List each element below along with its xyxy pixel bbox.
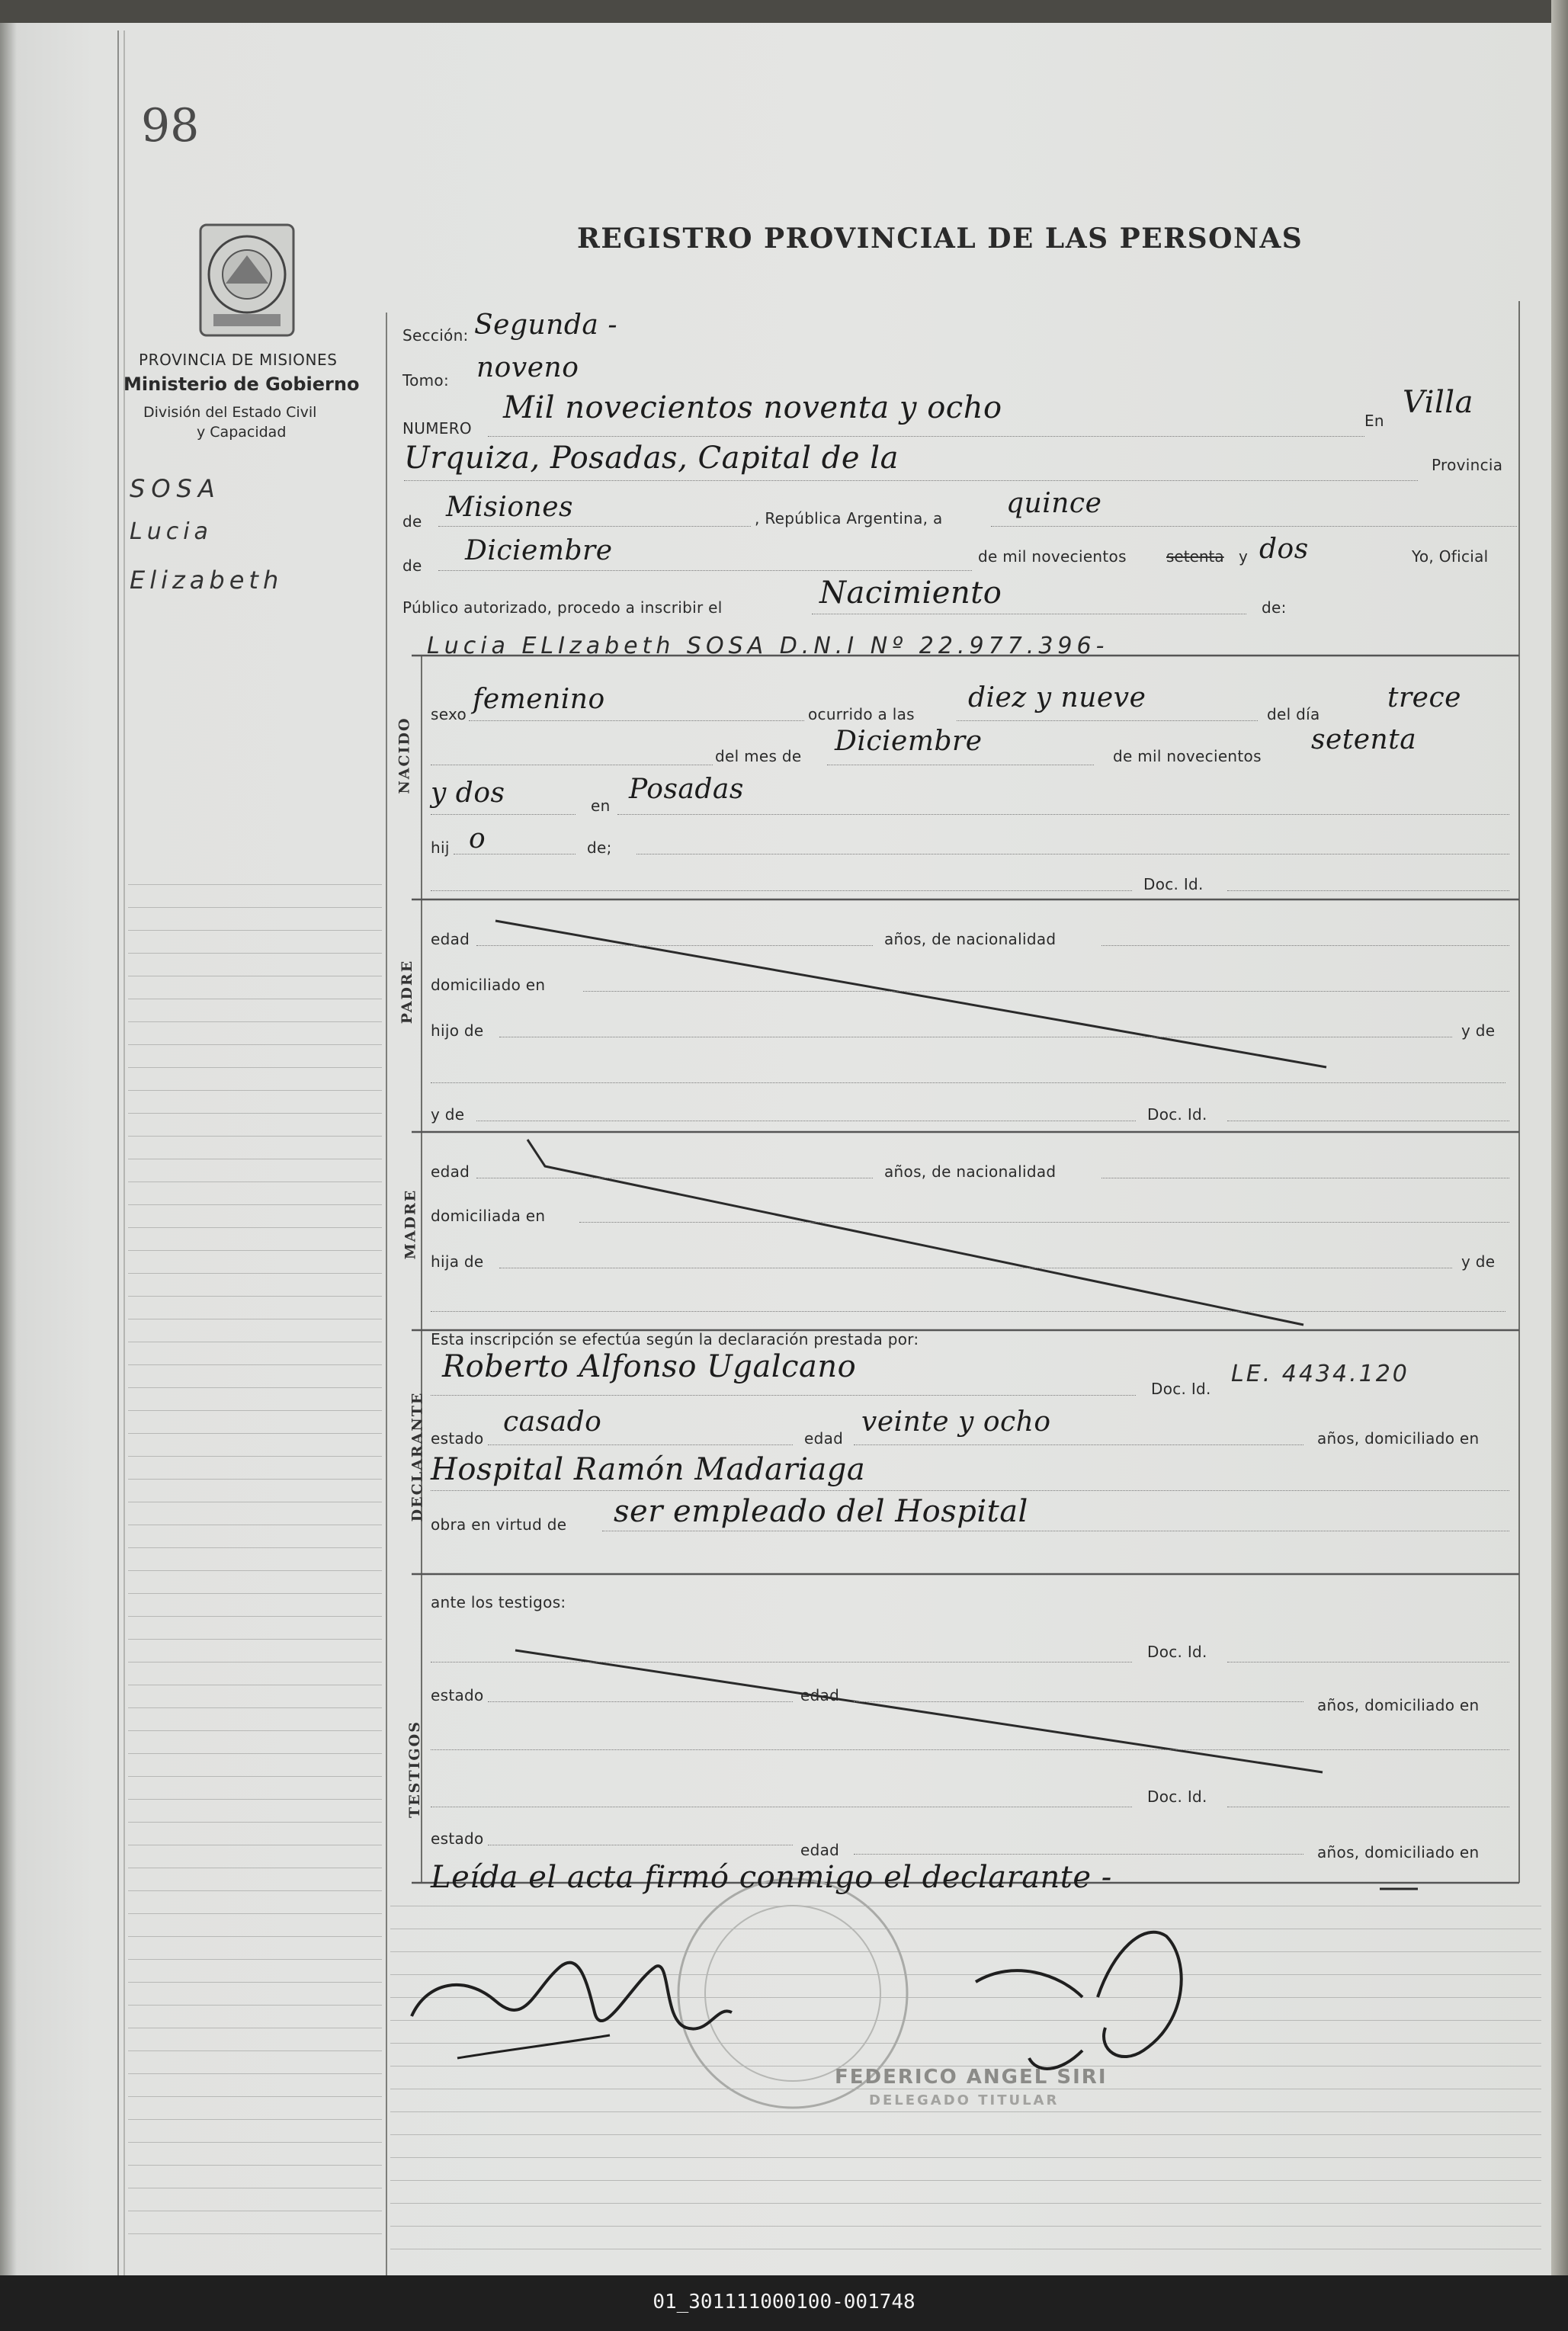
hijo-value: o [469,823,486,854]
publico-label: Público autorizado, procedo a inscribir el [402,598,723,617]
testigos-ante-label: ante los testigos: [431,1593,566,1611]
declarante-doc-value: LE. 4434.120 [1231,1361,1409,1387]
declarante-edad-line [854,1444,1303,1445]
declarante-edad-label: edad [804,1429,844,1448]
tomo-label: Tomo: [402,371,450,390]
testigo1-estado-line [488,1701,793,1702]
padre-y-de-label: y de [1461,1021,1496,1040]
nacido-doc-value-line [1227,890,1509,891]
padre-domiciliado-label: domiciliado en [431,976,546,994]
anio-value: dos [1259,534,1309,565]
division-name: División del Estado Civil [143,404,317,421]
madre-y-de-label: y de [1461,1252,1496,1271]
en-label: En [1364,412,1384,430]
nacido-mes-value: Diciembre [835,726,983,757]
declarante-obra-value: ser empleado del Hospital [614,1494,1028,1529]
declarante-domicilio-value: Hospital Ramón Madariaga [431,1452,866,1487]
mes-line [438,570,972,571]
registrant-name: Lucia ELIzabeth SOSA D.N.I Nº 22.977.396- [427,633,1109,659]
anio-value-2: y dos [431,778,505,809]
place-value: Urquiza, Posadas, Capital de la [404,441,899,476]
dia-value: trece [1387,682,1461,713]
lugar-value: Posadas [629,774,744,805]
tomo-value: noveno [476,352,579,383]
de-label: de [402,512,422,531]
declarante-obra-label: obra en virtud de [431,1515,567,1534]
del-dia-label: del día [1267,705,1320,723]
mes-value: Diciembre [465,535,613,566]
margin-firstname: Lucia [130,518,213,545]
ocurrido-label: ocurrido a las [808,705,915,723]
nacido-section-label: NACIDO [396,717,413,794]
anio-line-2 [431,814,576,815]
testigo2-anos-label: años, domiciliado en [1317,1843,1480,1861]
de-colon-label: de: [1262,598,1287,617]
signature-declarante [412,1963,732,2029]
testigo1-doc-label: Doc. Id. [1147,1643,1207,1661]
de-line [438,526,751,527]
signature-official [976,1932,1182,2069]
testigo2-estado-label: estado [431,1829,484,1848]
en-value: Villa [1403,385,1473,420]
declarante-estado-label: estado [431,1429,484,1448]
declarante-estado-value: casado [503,1406,602,1438]
testigo1-anos-label: años, domiciliado en [1317,1696,1480,1714]
hijo-de-label: de; [587,838,612,857]
madre-section-label: MADRE [402,1188,419,1260]
hora-line [957,720,1258,721]
declarante-estado-line [488,1444,793,1445]
yo-oficial-label: Yo, Oficial [1412,547,1489,566]
place-line [404,480,1418,481]
numero-value: Mil novecientos noventa y ocho [503,390,1002,425]
lugar-line [617,814,1509,815]
nacido-doc-label: Doc. Id. [1143,875,1204,893]
nacido-en-label: en [591,797,611,815]
testigo2-edad-label: edad [800,1841,840,1859]
madre-anos-label: años, de nacionalidad [884,1162,1057,1181]
de-label-2: de [402,556,422,575]
province-name: PROVINCIA DE MISIONES [139,351,338,369]
page-number: 98 [141,99,200,152]
testigo1-dom-line [431,1749,1509,1750]
declarante-domicilio-line [431,1490,1509,1491]
testigo2-edad-line [854,1854,1303,1855]
declarante-edad-value: veinte y ocho [861,1406,1051,1438]
anio-value-1: setenta [1311,724,1417,755]
numero-label: NUMERO [402,419,472,438]
seccion-label: Sección: [402,326,469,345]
madre-domiciliada-label: domiciliada en [431,1207,546,1225]
padre-edad-line [476,945,873,946]
y-label: y [1239,547,1249,566]
ministry-name: Ministerio de Gobierno [123,374,360,395]
testigo1-edad-label: edad [800,1686,840,1704]
mil-label: de mil novecientos [978,547,1127,566]
official-stamp-title: DELEGADO TITULAR [869,2092,1060,2108]
division-name-2: y Capacidad [197,424,287,441]
seal-emblem [200,225,293,335]
testigo2-doc-label: Doc. Id. [1147,1788,1207,1806]
padre-section-label: PADRE [399,959,416,1024]
nacido-doc-line [431,890,1132,891]
hora-value: diez y nueve [968,682,1146,713]
padre-dom-line [583,991,1509,992]
margin-middlename: Elizabeth [130,566,284,595]
republica-label: , República Argentina, a [755,509,943,527]
setenta-value: setenta [1166,547,1224,566]
madre-hija-label: hija de [431,1252,484,1271]
padre-nac-line [1101,945,1509,946]
margin-surname: SOSA [130,474,221,503]
declarante-name: Roberto Alfonso Ugalcano [442,1349,857,1384]
del-mes-label: del mes de [715,747,802,765]
padre-line-4 [431,1082,1505,1083]
padre-anos-label: años, de nacionalidad [884,930,1057,948]
seccion-value: Segunda - [474,309,617,341]
page-title: REGISTRO PROVINCIAL DE LAS PERSONAS [577,223,1303,255]
declarante-section-label: DECLARANTE [409,1391,426,1522]
declarante-anos-label: años, domiciliado en [1317,1429,1480,1448]
padre-hijo-label: hijo de [431,1021,484,1040]
scan-identifier: 01_301111000100-001748 [653,2291,915,2313]
nacido-mil-label: de mil novecientos [1113,747,1262,765]
declarante-name-line [431,1395,1136,1396]
acto-value: Nacimiento [819,576,1002,611]
testigo1-estado-label: estado [431,1686,484,1704]
testigo1-edad-line [854,1701,1303,1702]
fecha-value: quince [1006,488,1102,519]
testigos-section-label: TESTIGOS [406,1720,423,1818]
provincia-label: Provincia [1432,456,1503,474]
padre-edad-label: edad [431,930,470,948]
declarante-doc-label: Doc. Id. [1151,1380,1211,1398]
hijo-label: hij [431,838,450,857]
padre-doc-label: Doc. Id. [1147,1105,1207,1124]
official-stamp-name: FEDERICO ANGEL SIRI [835,2066,1108,2089]
closing-statement: Leída el acta firmó conmigo el declarante - [431,1860,1112,1895]
madre-dom-line [579,1222,1509,1223]
madre-line-4 [431,1311,1505,1312]
padre-y-de2-label: y de [431,1105,465,1124]
sexo-value: femenino [473,684,605,715]
sexo-line [469,720,804,721]
madre-edad-label: edad [431,1162,470,1181]
sexo-label: sexo [431,705,467,723]
numero-line [488,436,1364,437]
fecha-line [991,526,1517,527]
de-value: Misiones [446,492,574,523]
declarante-intro: Esta inscripción se efectúa según la declaración prestada por: [431,1330,919,1348]
